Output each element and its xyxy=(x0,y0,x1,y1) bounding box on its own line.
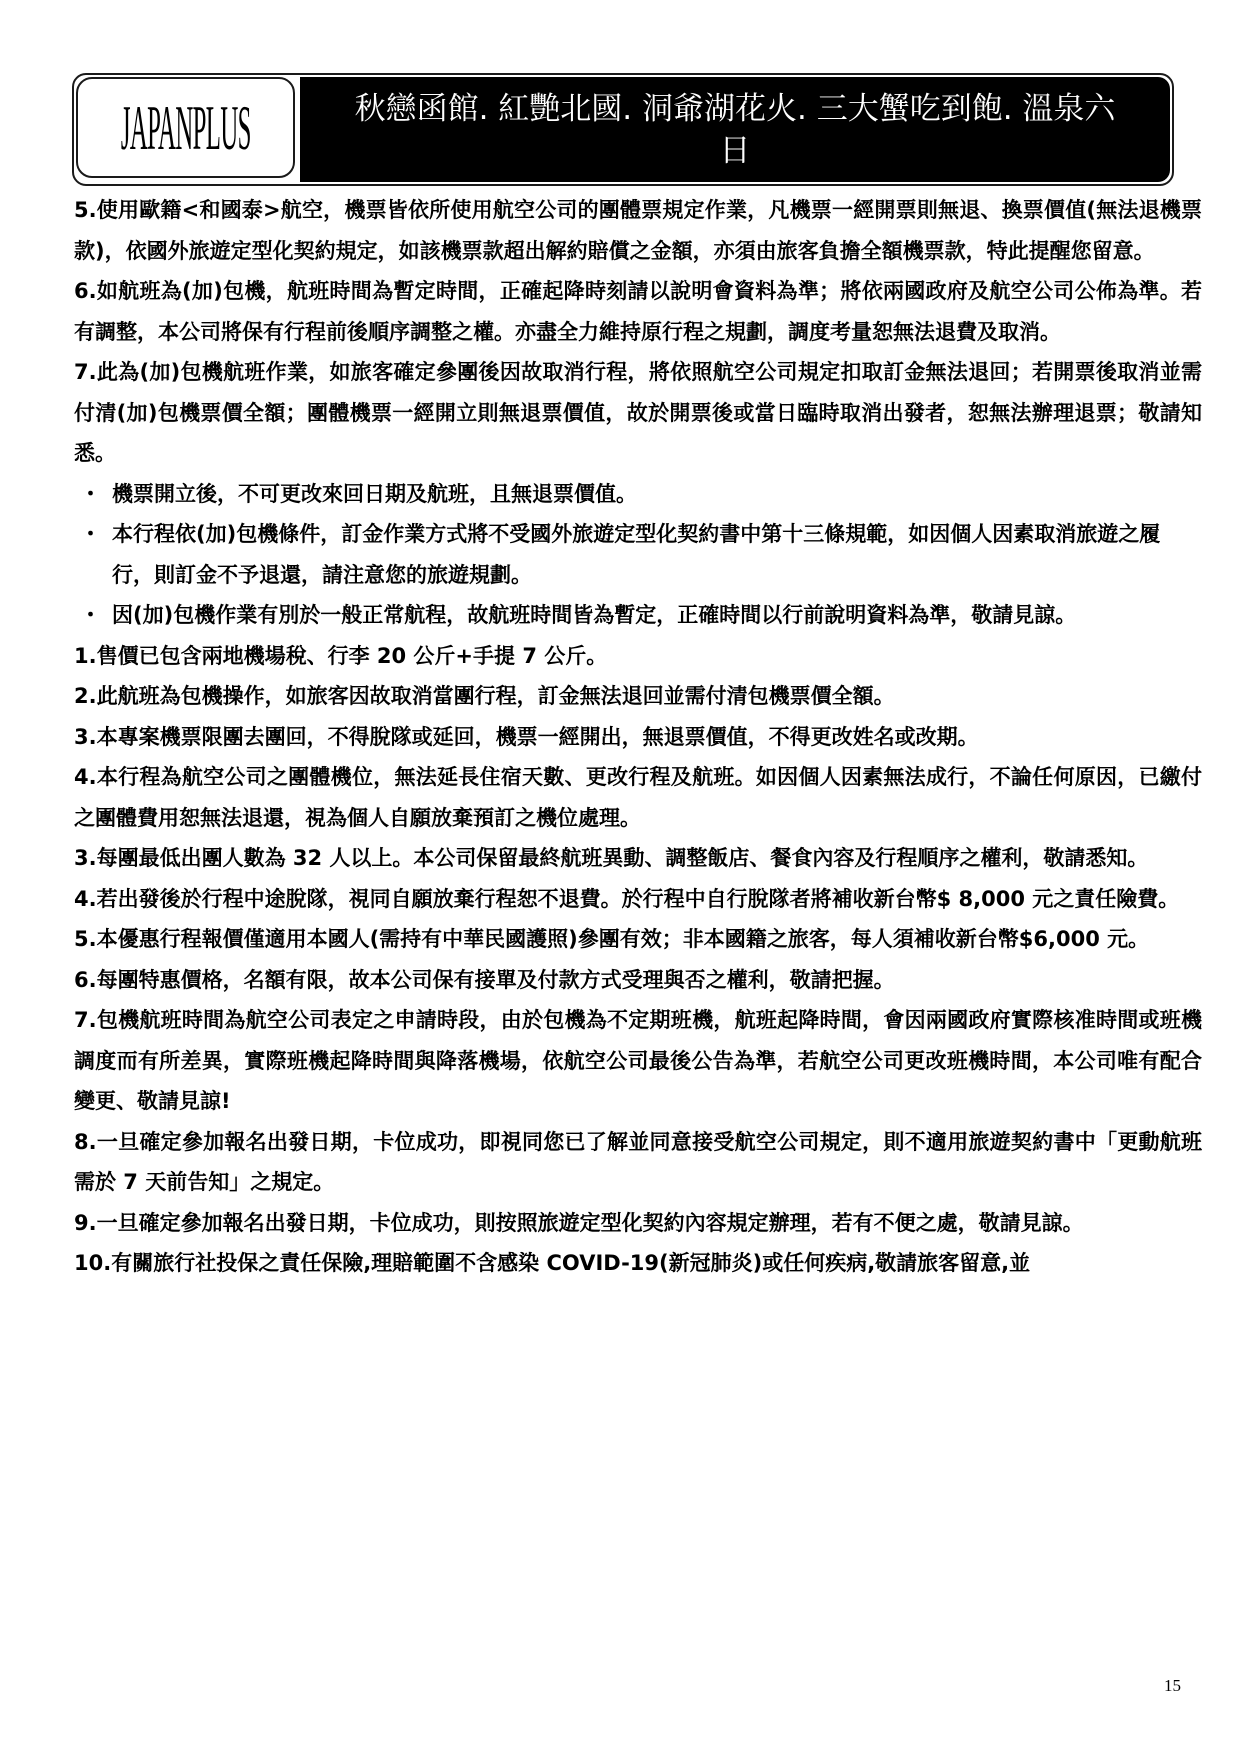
page-header xyxy=(72,73,1174,186)
title-banner xyxy=(300,77,1170,182)
bullet-text: 因(加)包機作業有別於一般正常航程，故航班時間皆為暫定，正確時間以行前說明資料為準，敬請見諒。 xyxy=(112,603,1077,627)
paragraph: 7.此為(加)包機航班作業，如旅客確定參團後因故取消行程，將依照航空公司規定扣取訂金無法退回；若開票後取消並需付清(加)包機票價全額；團體機票一經開立則無退票價值，故於開票後或當日臨時取消出發者，恕無法辦理退票；敬請知悉。 xyxy=(74,360,1202,465)
note-item: 5.本優惠行程報價僅適用本國人(需持有中華民國護照)參團有效；非本國籍之旅客，每人須補收新台幣$6,000 元。 xyxy=(74,927,1150,951)
note-item: 1.售價已包含兩地機場稅、行李 20 公斤+手提 7 公斤。 xyxy=(74,643,608,668)
bullet-mark: ・ xyxy=(80,603,101,627)
note-item: 9.一旦確定參加報名出發日期，卡位成功，則按照旅遊定型化契約內容規定辦理，若有不便之處，敬請見諒。 xyxy=(74,1210,1084,1235)
bullet-item xyxy=(74,514,1202,595)
terms-content xyxy=(74,190,1202,1284)
brand-logo xyxy=(76,77,295,178)
logo-text: JAPANPLUS xyxy=(120,91,251,164)
bullet-text: 機票開立後，不可更改來回日期及航班，且無退票價值。 xyxy=(112,481,637,506)
note-item: 6.每團特惠價格，名額有限，故本公司保有接單及付款方式受理與否之權利，敬請把握。 xyxy=(74,967,895,992)
bullet-text: 本行程依(加)包機條件，訂金作業方式將不受國外旅遊定型化契約書中第十三條規範，如因個人因素取消旅遊之履行，則訂金不予退還，請注意您的旅遊規劃。 xyxy=(112,522,1161,587)
note-item: 8.一旦確定參加報名出發日期，卡位成功，即視同您已了解並同意接受航空公司規定，則不適用旅遊契約書中「更動航班需於 7 天前告知」之規定。 xyxy=(74,1129,1202,1194)
note-item: 3.本專案機票限團去團回，不得脫隊或延回，機票一經開出，無退票價值，不得更改姓名或改期。 xyxy=(74,724,979,749)
bullet-item xyxy=(74,595,1202,636)
note-item: 4.本行程為航空公司之團體機位，無法延長住宿天數、更改行程及航班。如因個人因素無法成行，不論任何原因，已繳付之團體費用恕無法退還，視為個人自願放棄預訂之機位處理。 xyxy=(74,765,1202,830)
note-item: 7.包機航班時間為航空公司表定之申請時段，由於包機為不定期班機，航班起降時間，會因兩國政府實際核准時間或班機調度而有所差異，實際班機起降時間與降落機場，依航空公司最後公告為準，若航空公司更改班機時間，本公司唯有配合變更、敬請見諒! xyxy=(74,1008,1202,1113)
bullet-item xyxy=(74,474,1202,515)
paragraph: 6.如航班為(加)包機，航班時間為暫定時間，正確起降時刻請以說明會資料為準；將依兩國政府及航空公司公佈為準。若有調整，本公司將保有行程前後順序調整之權。亦盡全力維持原行程之規劃，調度考量恕無法退費及取消。 xyxy=(74,279,1202,344)
note-item: 2.此航班為包機操作，如旅客因故取消當團行程，訂金無法退回並需付清包機票價全額。 xyxy=(74,684,895,708)
page-number: 15 xyxy=(1164,1676,1181,1695)
note-item: 4.若出發後於行程中途脫隊，視同自願放棄行程恕不退費。於行程中自行脫隊者將補收新台幣$ 8,000 元之責任險費。 xyxy=(74,886,1180,911)
bullet-mark: ・ xyxy=(80,522,101,546)
bullet-mark: ・ xyxy=(80,481,101,506)
tour-title: 秋戀函館. 紅艷北國. 洞爺湖花火. 三大蟹吃到飽. 溫泉六日 xyxy=(354,90,1116,169)
note-item: 10.有關旅行社投保之責任保險,理賠範圍不含感染 COVID-19(新冠肺炎)或任何疾病,敬請旅客留意,並 xyxy=(74,1251,1031,1275)
note-item: 3.每團最低出團人數為 32 人以上。本公司保留最終航班異動、調整飯店、餐食內容及行程順序之權利，敬請悉知。 xyxy=(74,846,1149,870)
paragraph: 5.使用歐籍<和國泰>航空，機票皆依所使用航空公司的團體票規定作業，凡機票一經開票則無退、換票價值(無法退機票款)，依國外旅遊定型化契約規定，如該機票款超出解約賠償之金額，亦須由旅客負擔全額機票款，特此提醒您留意。 xyxy=(74,198,1202,263)
